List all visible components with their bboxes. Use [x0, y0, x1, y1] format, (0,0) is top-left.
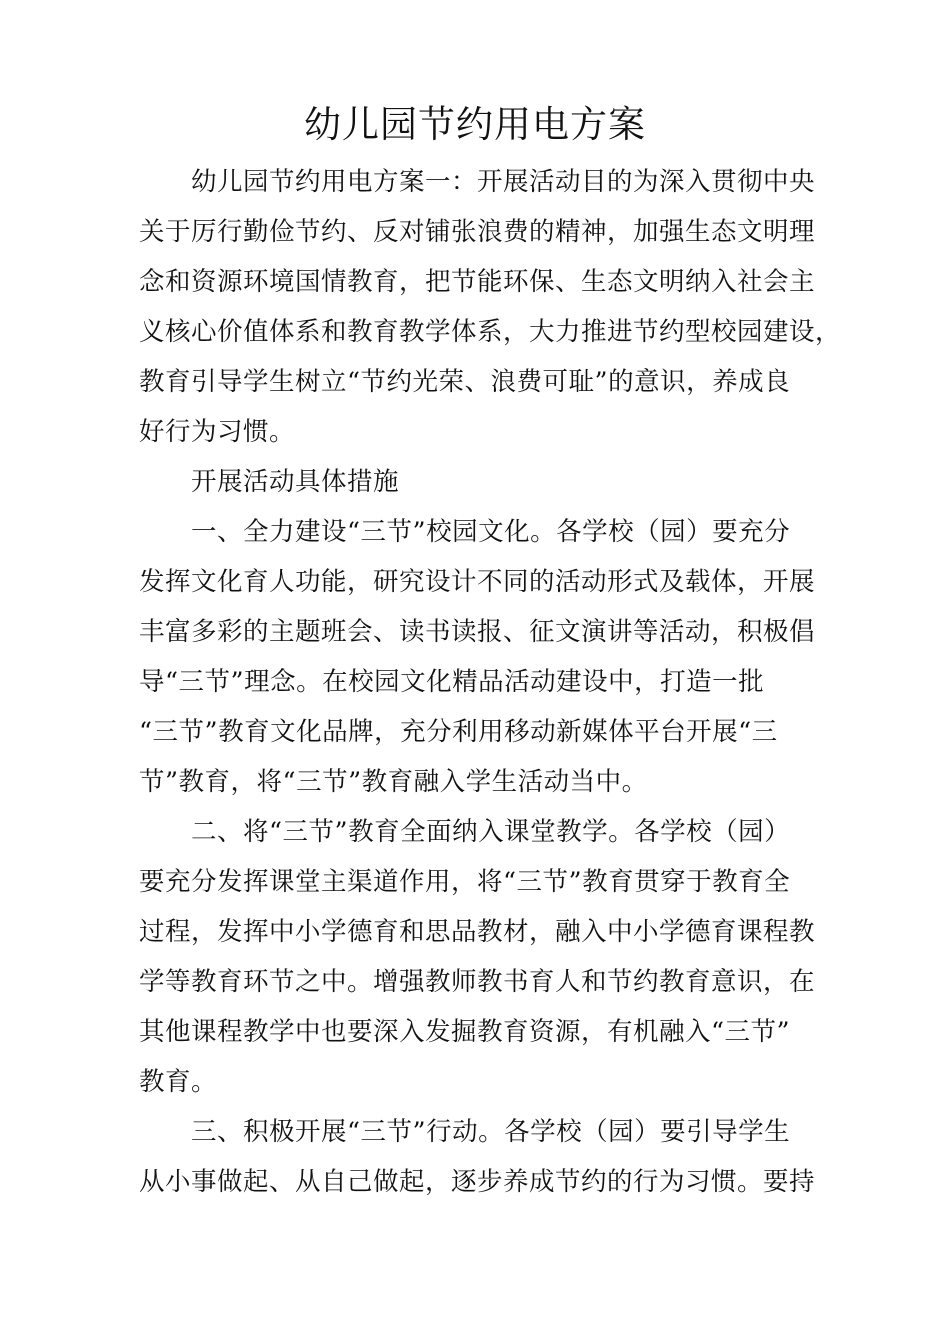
paragraph-line: 二、将“三节”教育全面纳入课堂教学。各学校（园）	[191, 817, 791, 847]
paragraph-line: 丰富多彩的主题班会、读书读报、征文演讲等活动，积极倡	[139, 617, 816, 647]
paragraph-line: 教育。	[139, 1067, 218, 1097]
paragraph-line: 义核心价值体系和教育教学体系，大力推进节约型校园建设，	[139, 317, 842, 347]
paragraph-line: 教育引导学生树立“节约光荣、浪费可耻”的意识，养成良	[139, 367, 791, 397]
paragraph-line: “三节”教育文化品牌，充分利用移动新媒体平台开展“三	[139, 717, 778, 747]
paragraph-line: 节”教育，将“三节”教育融入学生活动当中。	[139, 767, 648, 797]
paragraph-line: 导“三节”理念。在校园文化精品活动建设中，打造一批	[139, 667, 765, 697]
paragraph-line: 要充分发挥课堂主渠道作用，将“三节”教育贯穿于教育全	[139, 867, 791, 897]
paragraph-line: 关于厉行勤俭节约、反对铺张浪费的精神，加强生态文明理	[139, 217, 816, 247]
paragraph-line: 其他课程教学中也要深入发掘教育资源，有机融入“三节”	[139, 1017, 791, 1047]
document-title: 幼儿园节约用电方案	[304, 103, 646, 146]
paragraph-line: 学等教育环节之中。增强教师教书育人和节约教育意识，在	[139, 967, 816, 997]
paragraph-line: 开展活动具体措施	[191, 467, 400, 497]
paragraph-line: 幼儿园节约用电方案一：开展活动目的为深入贯彻中央	[191, 167, 816, 197]
document-body	[139, 157, 842, 1207]
paragraph-line: 发挥文化育人功能，研究设计不同的活动形式及载体，开展	[139, 567, 816, 597]
paragraph-line: 过程，发挥中小学德育和思品教材，融入中小学德育课程教	[139, 917, 816, 947]
paragraph-line: 从小事做起、从自己做起，逐步养成节约的行为习惯。要持	[139, 1167, 816, 1197]
paragraph-line: 念和资源环境国情教育，把节能环保、生态文明纳入社会主	[139, 267, 816, 297]
paragraph-line: 三、积极开展“三节”行动。各学校（园）要引导学生	[191, 1117, 791, 1147]
paragraph-line: 好行为习惯。	[139, 417, 296, 447]
paragraph-line: 一、全力建设“三节”校园文化。各学校（园）要充分	[191, 517, 791, 547]
